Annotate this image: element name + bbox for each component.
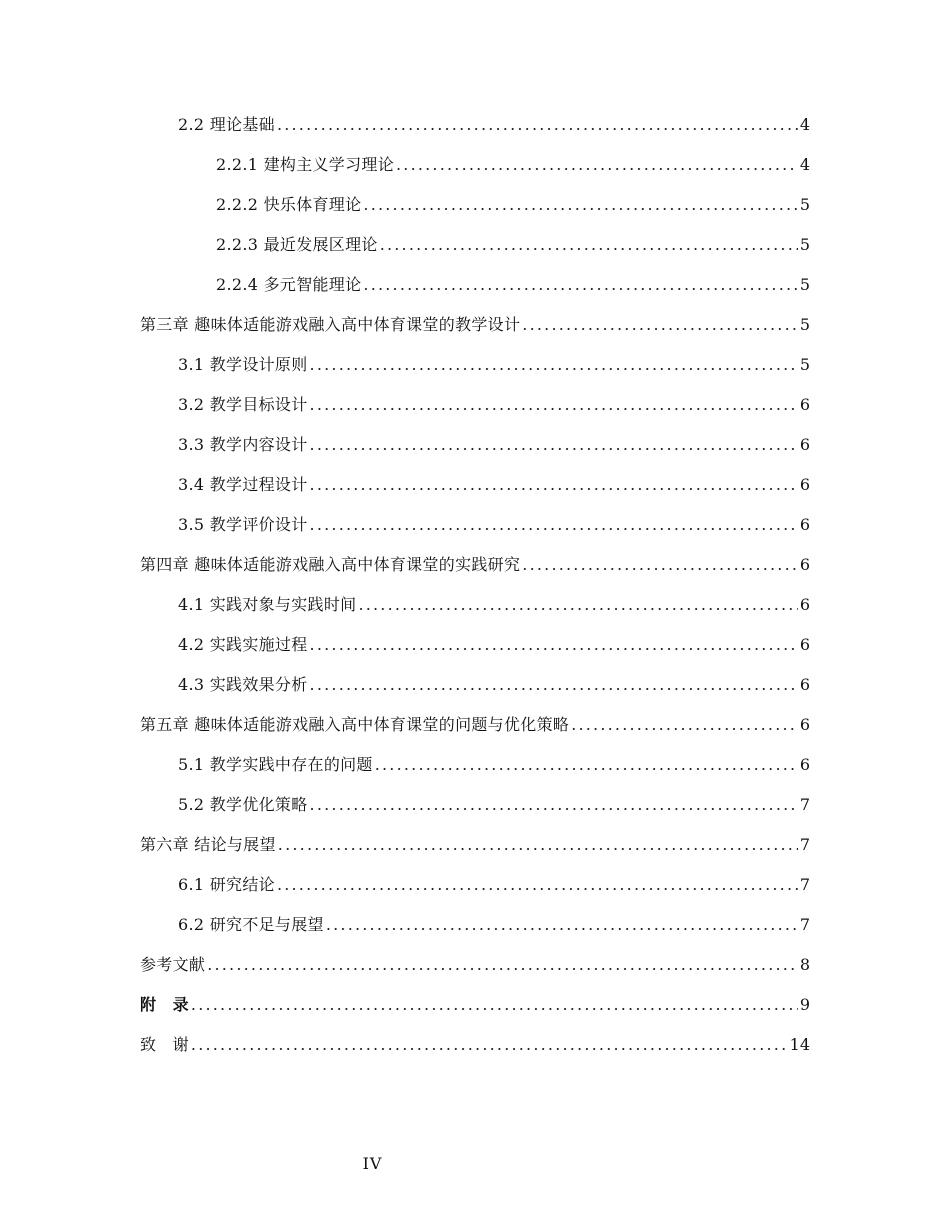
dot-leader: [277, 869, 798, 901]
toc-entry-title: 3.3 教学内容设计: [178, 435, 308, 454]
toc-entry-page: 6: [799, 595, 810, 614]
toc-entry[interactable]: [140, 109, 810, 149]
toc-entry-title: 附 录: [140, 995, 189, 1014]
toc-entry-page: 5: [799, 275, 810, 294]
dot-leader: [278, 829, 798, 861]
toc-entry-page: 7: [799, 875, 810, 894]
toc-entry-page: 6: [799, 715, 810, 734]
toc-entry-title: 2.2.4 多元智能理论: [216, 275, 362, 294]
toc-entry-page: 7: [799, 915, 810, 934]
toc-entry-title: 2.2.1 建构主义学习理论: [216, 155, 394, 174]
toc-entry-page: 6: [799, 675, 810, 694]
toc-entry[interactable]: [140, 909, 810, 949]
toc-entry-title: 3.4 教学过程设计: [178, 475, 308, 494]
toc-entry-title: 5.2 教学优化策略: [178, 795, 308, 814]
toc-entry[interactable]: [140, 269, 810, 309]
toc-entry[interactable]: [140, 509, 810, 549]
toc-entry-title: 6.1 研究结论: [178, 875, 275, 894]
dot-leader: [207, 949, 798, 981]
dot-leader: [380, 229, 798, 261]
toc-entry-title: 致 谢: [140, 1035, 189, 1054]
toc-entry-title: 第六章 结论与展望: [140, 835, 276, 854]
toc-entry-title: 3.2 教学目标设计: [178, 395, 308, 414]
toc-entry-page: 5: [799, 315, 810, 334]
toc-entry-page: 6: [799, 555, 810, 574]
toc-entry-page: 6: [799, 475, 810, 494]
dot-leader: [310, 669, 798, 701]
toc-entry-page: 5: [799, 235, 810, 254]
toc-entry[interactable]: [140, 829, 810, 869]
toc-entry-page: 5: [799, 355, 810, 374]
toc-entry[interactable]: [140, 789, 810, 829]
toc-entry-page: 8: [799, 955, 810, 974]
toc-entry[interactable]: [140, 949, 810, 989]
toc-entry-page: 6: [799, 395, 810, 414]
dot-leader: [191, 989, 798, 1021]
toc-entry[interactable]: [140, 989, 810, 1029]
toc-entry-page: 6: [799, 635, 810, 654]
toc-entry[interactable]: [140, 309, 810, 349]
toc-entry-title: 3.1 教学设计原则: [178, 355, 308, 374]
toc-entry-page: 4: [799, 155, 810, 174]
toc-entry-title: 2.2.2 快乐体育理论: [216, 195, 362, 214]
dot-leader: [363, 189, 797, 221]
toc-entry-page: 6: [799, 515, 810, 534]
dot-leader: [277, 109, 798, 141]
toc-entry-title: 4.1 实践对象与实践时间: [178, 595, 357, 614]
toc-entry-title: 5.1 教学实践中存在的问题: [178, 755, 373, 774]
toc-entry-page: 7: [799, 835, 810, 854]
table-of-contents: [140, 109, 810, 1069]
toc-entry-page: 7: [799, 795, 810, 814]
dot-leader: [310, 629, 798, 661]
toc-entry-title: 3.5 教学评价设计: [178, 515, 308, 534]
toc-entry-title: 参考文献: [140, 955, 206, 974]
toc-entry[interactable]: [140, 749, 810, 789]
toc-entry[interactable]: [140, 629, 810, 669]
toc-entry-title: 第三章 趣味体适能游戏融入高中体育课堂的教学设计: [140, 315, 521, 334]
toc-entry-page: 5: [799, 195, 810, 214]
toc-entry-title: 6.2 研究不足与展望: [178, 915, 324, 934]
toc-entry-title: 4.2 实践实施过程: [178, 635, 308, 654]
toc-entry-title: 2.2.3 最近发展区理论: [216, 235, 378, 254]
dot-leader: [191, 1029, 788, 1061]
toc-entry[interactable]: [140, 589, 810, 629]
dot-leader: [310, 389, 798, 421]
dot-leader: [326, 909, 798, 941]
toc-entry[interactable]: [140, 429, 810, 469]
dot-leader: [375, 749, 798, 781]
toc-entry-page: 6: [799, 435, 810, 454]
toc-entry-page: 6: [799, 755, 810, 774]
toc-entry[interactable]: [140, 469, 810, 509]
dot-leader: [571, 709, 798, 741]
toc-entry[interactable]: [140, 389, 810, 429]
toc-entry[interactable]: [140, 149, 810, 189]
dot-leader: [310, 349, 798, 381]
dot-leader: [363, 269, 797, 301]
toc-entry[interactable]: [140, 709, 810, 749]
dot-leader: [310, 509, 798, 541]
toc-entry-title: 第五章 趣味体适能游戏融入高中体育课堂的问题与优化策略: [140, 715, 570, 734]
dot-leader: [310, 789, 798, 821]
toc-entry[interactable]: [140, 189, 810, 229]
toc-entry[interactable]: [140, 669, 810, 709]
toc-entry[interactable]: [140, 229, 810, 269]
toc-entry[interactable]: [140, 549, 810, 589]
toc-entry-title: 2.2 理论基础: [178, 115, 275, 134]
dot-leader: [522, 309, 798, 341]
toc-entry-title: 第四章 趣味体适能游戏融入高中体育课堂的实践研究: [140, 555, 521, 574]
toc-entry-page: 9: [799, 995, 810, 1014]
toc-entry-page: 4: [799, 115, 810, 134]
toc-entry-title: 4.3 实践效果分析: [178, 675, 308, 694]
toc-entry[interactable]: [140, 349, 810, 389]
dot-leader: [522, 549, 798, 581]
toc-entry[interactable]: [140, 869, 810, 909]
toc-entry-page: 14: [789, 1035, 810, 1054]
dot-leader: [396, 149, 798, 181]
page-number: IV: [362, 1154, 383, 1173]
dot-leader: [310, 429, 798, 461]
toc-entry[interactable]: [140, 1029, 810, 1069]
dot-leader: [310, 469, 798, 501]
dot-leader: [358, 589, 797, 621]
